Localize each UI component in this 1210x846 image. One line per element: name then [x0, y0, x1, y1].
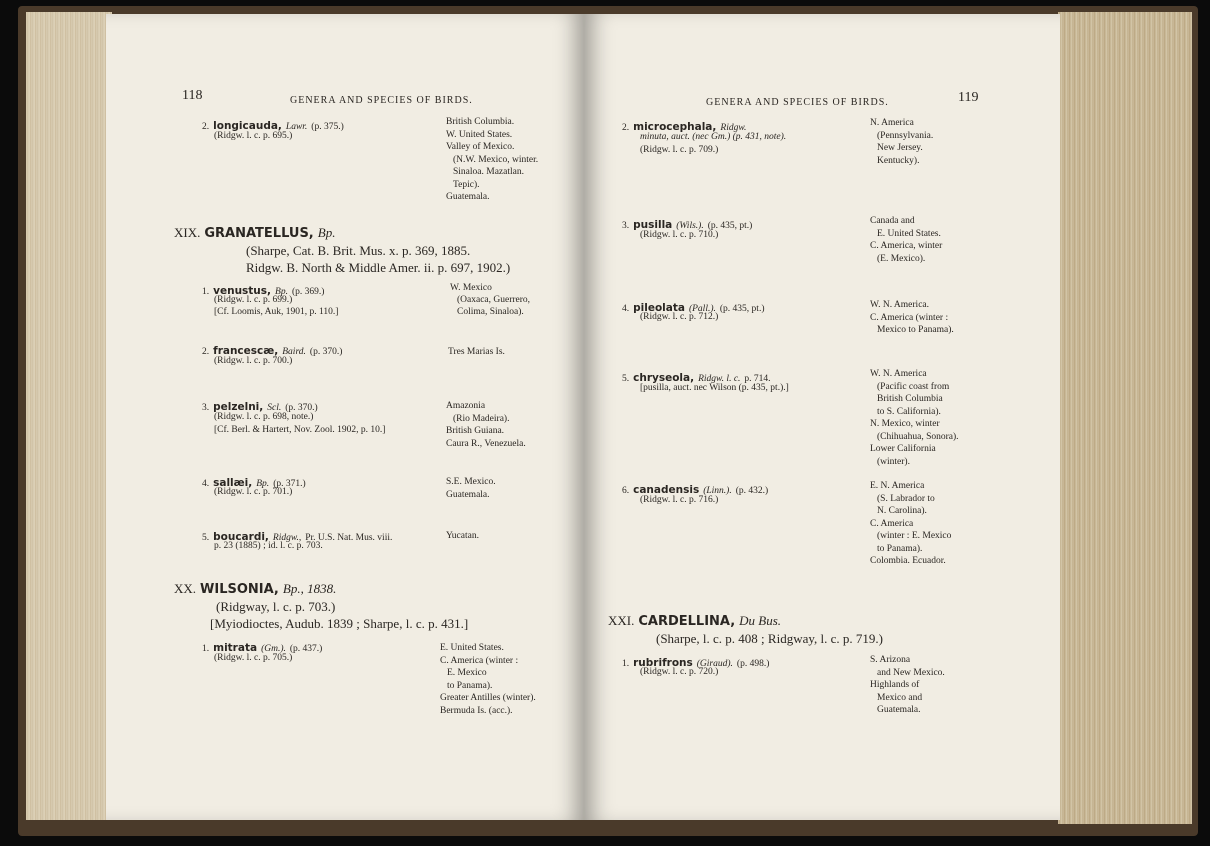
species-name: microcephala,: [633, 121, 717, 133]
left-page-edges: [26, 12, 112, 820]
species-entry: 4. sallæi, Bp. (p. 371.): [202, 477, 306, 489]
species-entry: 1. mitrata (Gm.). (p. 437.): [202, 642, 323, 654]
species-range: Canada and E. United States. C. America, winter (E. Mexico).: [870, 216, 943, 264]
species-entry: 4. pileolata (Pall.). (p. 435, pt.): [622, 302, 765, 314]
species-range: Tres Marias Is.: [448, 347, 505, 357]
species-name: canadensis: [633, 484, 700, 496]
species-name: pelzelni,: [213, 401, 264, 413]
genus-heading: XXI. CARDELLINA, Du Bus.: [608, 613, 782, 629]
species-entry: 1. venustus, Bp. (p. 369.): [202, 285, 325, 297]
genus-heading: XX. WILSONIA, Bp., 1838.: [174, 581, 337, 597]
species-name: francescæ,: [213, 345, 279, 357]
species-name: chryseola,: [633, 372, 695, 384]
species-entry: 3. pelzelni, Scl. (p. 370.): [202, 401, 318, 413]
species-range: S.E. Mexico. Guatemala.: [446, 477, 496, 500]
species-entry: 3. pusilla (Wils.). (p. 435, pt.): [622, 219, 753, 231]
species-range: British Columbia. W. United States. Valley of Mexico. (N.W. Mexico, winter. Sinaloa. Mazatlan. Tepic). Guatemala.: [446, 117, 539, 202]
species-entry: 6. canadensis (Linn.). (p. 432.): [622, 484, 769, 496]
species-range: S. Arizona and New Mexico. Highlands of Mexico and Guatemala.: [870, 655, 945, 715]
species-name: boucardi,: [213, 531, 269, 543]
species-name: venustus,: [213, 285, 272, 297]
species-name: mitrata: [213, 642, 258, 654]
species-name: pusilla: [633, 219, 673, 231]
species-range: E. N. America (S. Labrador to N. Carolina). C. America (winter : E. Mexico to Panama). Colombia. Ecuador.: [870, 481, 952, 566]
page-number: 119: [958, 90, 979, 105]
species-entry: 5. chryseola, Ridgw. l. c. p. 714.: [622, 372, 771, 384]
right-page-edges: [1058, 12, 1192, 824]
species-range: W. N. America (Pacific coast from British Columbia to S. California). N. Mexico, winter (Chihuahua, Sonora). Lower California (winter).: [870, 369, 959, 467]
species-range: Amazonia (Rio Madeira). British Guiana. Caura R., Venezuela.: [446, 401, 526, 449]
species-entry: 2. microcephala, Ridgw.: [622, 121, 747, 133]
running-head: GENERA AND SPECIES OF BIRDS.: [290, 95, 473, 106]
genus-heading: XIX. GRANATELLUS, Bp.: [174, 225, 336, 241]
species-name: rubrifrons: [633, 657, 693, 669]
species-name: longicauda,: [213, 120, 282, 132]
species-name: sallæi,: [213, 477, 253, 489]
species-name: pileolata: [633, 302, 685, 314]
species-range: E. United States. C. America (winter : E. Mexico to Panama). Greater Antilles (winter). Bermuda Is. (acc.).: [440, 643, 536, 716]
page-number: 118: [182, 88, 203, 103]
right-page: GENERA AND SPECIES OF BIRDS. 119 2. microcephala, Ridgw. minuta, auct. (nec Gm.) (p. 431, note). (Ridgw. l. c. p. 709.) N. America (Pennsylvania. New Jersey. Kentucky). 3. pusilla (Wils.). (p. 435, pt.) (Ridgw. l. c. p. 710.) Canada and E. United States. C. America, winter (E. Mexico). 4. pileolata (Pall.). (p. 435, pt.) (Ridgw. l. c. p. 712.) W. N. America. C. America (winter : Mexico to Panama). 5. chryseola, Ridgw. l. c. p. 714. [pusilla, auct. nec Wilson (p. 435, pt.).] W. N. America (Pacific coast from British Columbia to S. California). N. Mexico, winter (Chihuahua, Sonora). Lower California (winter). 6. canadensis (Linn.). (p. 432.) (Ridgw. l. c. p. 716.) E. N. America (S. Labrador to N. Carolina). C. America (winter : E. Mexico to Panama). Colombia. Ecuador. XXI. CARDELLINA, Du Bus. (Sharpe, l. c. p. 408 ; Ridgway, l. c. p. 719.) 1. rubrifrons (Giraud). (p. 498.) (Ridgw. l. c. p. 720.) S. Arizona and New Mexico. Highlands of Mexico and Guatemala.: [584, 14, 1060, 820]
species-entry: 2. francescæ, Baird. (p. 370.): [202, 345, 343, 357]
species-range: N. America (Pennsylvania. New Jersey. Kentucky).: [870, 118, 934, 166]
species-range: W. Mexico (Oaxaca, Guerrero, Colima, Sinaloa).: [450, 283, 531, 317]
species-range: Yucatan.: [446, 531, 479, 541]
species-range: W. N. America. C. America (winter : Mexico to Panama).: [870, 300, 954, 335]
species-entry: 5. boucardi, Ridgw., Pr. U.S. Nat. Mus. viii.: [202, 531, 393, 543]
left-page: 118 GENERA AND SPECIES OF BIRDS. 2. longicauda, Lawr. (p. 375.) (Ridgw. l. c. p. 695.) British Columbia. W. United States. Valley of Mexico. (N.W. Mexico, winter. Sinaloa. Mazatlan. Tepic). Guatemala. XIX. GRANATELLUS, Bp. (Sharpe, Cat. B. Brit. Mus. x. p. 369, 1885. Ridgw. B. North & Middle Amer. ii. p. 697, 1902.) 1. venustus, Bp. (p. 369.) (Ridgw. l. c. p. 699.) [Cf. Loomis, Auk, 1901, p. 110.] W. Mexico (Oaxaca, Guerrero, Colima, Sinaloa). 2. francescæ, Baird. (p. 370.) (Ridgw. l. c. p. 700.) Tres Marias Is. 3. pelzelni, Scl. (p. 370.) (Ridgw. l. c. p. 698, note.) [Cf. Berl. & Hartert, Nov. Zool. 1902, p. 10.] Amazonia (Rio Madeira). British Guiana. Caura R., Venezuela. 4. sallæi, Bp. (p. 371.) (Ridgw. l. c. p. 701.) S.E. Mexico. Guatemala. 5. boucardi, Ridgw., Pr. U.S. Nat. Mus. viii. p. 23 (1885) ; id. l. c. p. 703. Yucatan. XX. WILSONIA, Bp., 1838. (Ridgway, l. c. p. 703.) [Myiodioctes, Audub. 1839 ; Sharpe, l. c. p. 431.] 1. mitrata (Gm.). (p. 437.) (Ridgw. l. c. p. 705.) E. United States. C. America (winter : E. Mexico to Panama). Greater Antilles (winter). Bermuda Is. (acc.).: [106, 14, 584, 820]
running-head: GENERA AND SPECIES OF BIRDS.: [706, 97, 889, 108]
species-entry: 2. longicauda, Lawr. (p. 375.): [202, 120, 344, 132]
species-entry: 1. rubrifrons (Giraud). (p. 498.): [622, 657, 770, 669]
